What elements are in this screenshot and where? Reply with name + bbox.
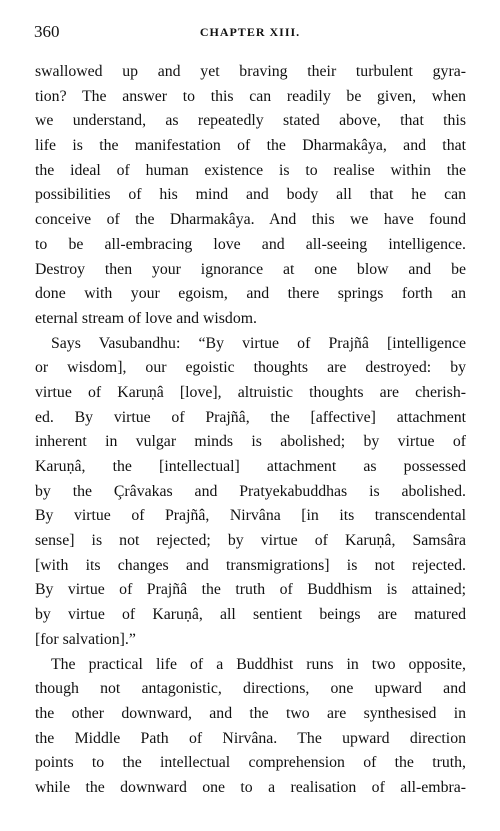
text-line: to be all-embracing love and all-seeing intelligence. — [35, 235, 466, 253]
text-line: the other downward, and the two are synthesised in — [35, 704, 466, 722]
text-line: we understand, as repeatedly stated above, that this — [35, 112, 466, 130]
page-header — [34, 22, 466, 42]
text-line: Karuṇâ, the [intellectual] attachment as possessed — [35, 458, 466, 475]
body-text — [35, 60, 466, 801]
text-line: [with its changes and transmigrations] is not rejected. — [35, 556, 466, 574]
text-line: though not antagonistic, directions, one upward and — [35, 680, 466, 698]
text-line: the Middle Path of Nirvâna. The upward direction — [35, 729, 466, 747]
text-line: By virtue of Prajñâ the truth of Buddhism is attained; — [35, 581, 466, 599]
text-line: tion? The answer to this can readily be given, when — [35, 87, 466, 105]
text-line: conceive of the Dharmakâya. And this we have found — [35, 211, 466, 229]
text-line: Destroy then your ignorance at one blow and be — [35, 260, 466, 278]
text-line: swallowed up and yet braving their turbulent gyra- — [35, 63, 466, 80]
text-line: ed. By virtue of Prajñâ, the [affective] attachment — [35, 408, 466, 426]
text-line: the ideal of human existence is to realise within the — [35, 161, 466, 179]
text-line: The practical life of a Buddhist runs in two opposite, — [51, 655, 466, 673]
text-line: points to the intellectual comprehension of the truth, — [35, 754, 466, 772]
text-line: eternal stream of love and wisdom. — [35, 309, 257, 327]
text-line: inherent in vulgar minds is abolished; by virtue of — [35, 433, 466, 451]
text-line: or wisdom], our egoistic thoughts are destroyed: by — [35, 359, 466, 377]
text-line: life is the manifestation of the Dharmakâya, and that — [35, 137, 466, 155]
text-line: virtue of Karuṇâ [love], altruistic thoughts are cherish- — [35, 383, 466, 401]
text-line: By virtue of Prajñâ, Nirvâna [in its transcendental — [35, 507, 466, 525]
page-number: 360 — [34, 22, 60, 41]
text-line: while the downward one to a realisation of all-embra- — [35, 778, 466, 796]
text-line: [for salvation].” — [35, 630, 136, 648]
text-line: by the Çrâvakas and Pratyekabuddhas is abolished. — [35, 482, 466, 500]
text-line: Says Vasubandhu: “By virtue of Prajñâ [intelligence — [51, 334, 466, 352]
text-line: done with your egoism, and there springs forth an — [35, 285, 466, 303]
running-head: CHAPTER XIII. — [199, 25, 301, 39]
text-line: sense] is not rejected; by virtue of Karuṇâ, Samsâra — [35, 532, 466, 550]
text-line: possibilities of his mind and body all that he can — [35, 186, 466, 204]
text-line: by virtue of Karuṇâ, all sentient beings are matured — [35, 606, 466, 624]
